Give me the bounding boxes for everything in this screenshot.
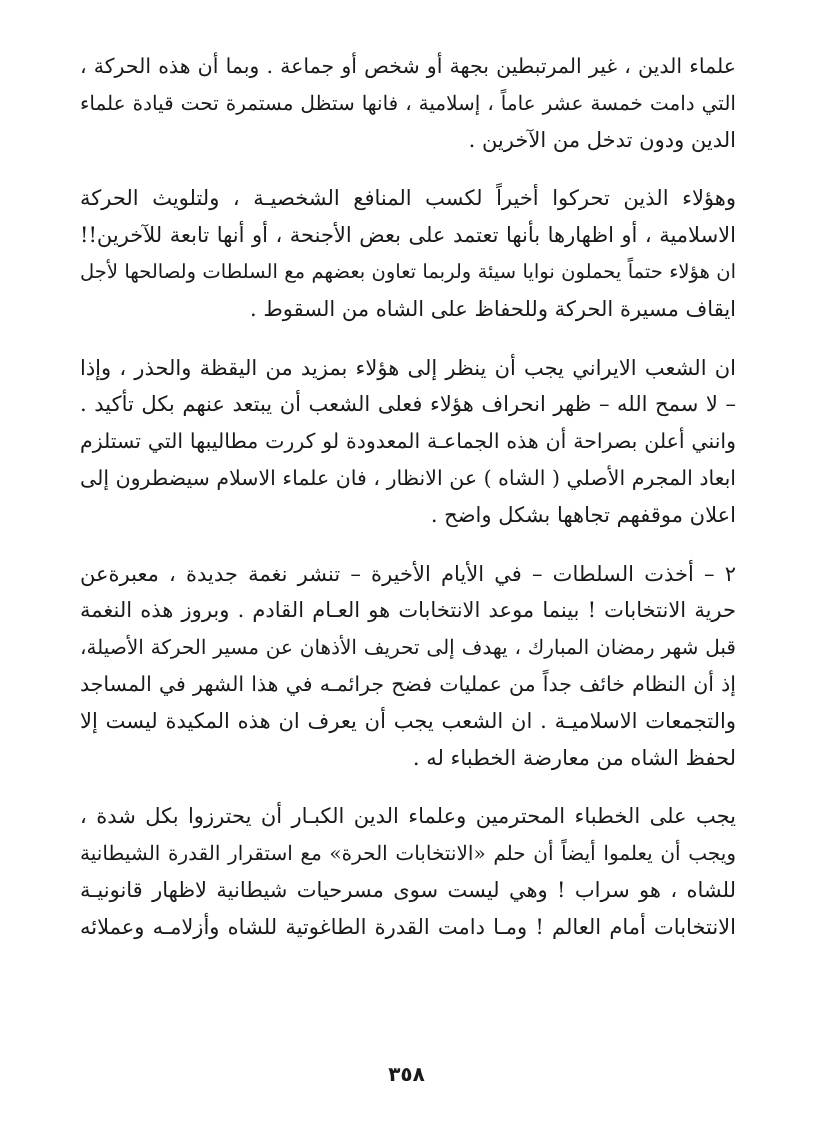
text-line: قبل شهر رمضان المبارك ، يهدف إلى تحريف الأذهان عن مسير الحركة الأصيلة، bbox=[80, 635, 736, 660]
text-line: ان الشعب الايراني يجب أن ينظر إلى هؤلاء بمزيد من اليقظة والحذر ، وإذا bbox=[80, 355, 736, 380]
paragraph-4 bbox=[80, 556, 736, 777]
text-line: ويجب أن يعلموا أيضاً أن حلم «الانتخابات الحرة» مع استقرار القدرة الشيطانية bbox=[80, 841, 736, 866]
text-line: ايقاف مسيرة الحركة وللحفاظ على الشاه من السقوط . bbox=[249, 296, 736, 321]
paragraph-2 bbox=[80, 180, 736, 327]
text-line: الدين ودون تدخل من الآخرين . bbox=[468, 127, 736, 152]
text-line: ابعاد المجرم الأصلي ( الشاه ) عن الانظار ، فان علماء الاسلام سيضطرون إلى bbox=[80, 465, 736, 490]
body-text bbox=[80, 48, 736, 968]
text-line: إذ أن النظام خائف جداً من عمليات فضح جرائمـه في هذا الشهر في المساجد bbox=[80, 671, 736, 696]
page-number: ٣٥٨ bbox=[388, 1062, 425, 1086]
text-line: ٢ – أخذت السلطات – في الأيام الأخيرة – تنشر نغمة جديدة ، معبرةعن bbox=[80, 561, 736, 586]
text-line: حرية الانتخابات ! بينما موعد الانتخابات هو العـام القادم . وبروز هذه النغمة bbox=[80, 598, 736, 623]
text-line: الانتخابات أمام العالم ! ومـا دامت القدرة الطاغوتية للشاه وأزلامـه وعملائه bbox=[80, 914, 736, 939]
paragraph-5 bbox=[80, 798, 736, 945]
text-line: اعلان موقفهم تجاهها بشكل واضح . bbox=[430, 502, 736, 527]
text-line: – لا سمح الله – ظهر انحراف هؤلاء فعلى الشعب أن يبتعد عنهم بكل تأكيد . bbox=[80, 392, 736, 417]
paragraph-1 bbox=[80, 48, 736, 158]
text-line: للشاه ، هو سراب ! وهي ليست سوى مسرحيات شيطانية لاظهار قانونيـة bbox=[80, 877, 736, 902]
text-line: التي دامت خمسة عشر عاماً ، إسلامية ، فانها ستظل مستمرة تحت قيادة علماء bbox=[80, 90, 736, 115]
text-line: يجب على الخطباء المحترمين وعلماء الدين الكبـار أن يحترزوا بكل شدة ، bbox=[80, 804, 736, 829]
text-line: وانني أعلن بصراحة أن هذه الجماعـة المعدودة لو كررت مطاليبها التي تستلزم bbox=[80, 429, 736, 454]
text-line: والتجمعات الاسلاميـة . ان الشعب يجب أن يعرف ان هذه المكيدة ليست إلا bbox=[80, 708, 736, 733]
text-line: علماء الدين ، غير المرتبطين بجهة أو شخص أو جماعة . وبما أن هذه الحركة ، bbox=[80, 54, 736, 78]
text-line: لحفظ الشاه من معارضة الخطباء له . bbox=[412, 745, 736, 770]
text-line: ان هؤلاء حتماً يحملون نوايا سيئة ولربما تعاون بعضهم مع السلطات ولصالحها لأجل bbox=[80, 259, 736, 283]
text-line: الاسلامية ، أو اظهارها بأنها تعتمد على بعض الأجنحة ، أو أنها تابعة للآخرين!! bbox=[80, 223, 736, 248]
text-line: وهؤلاء الذين تحركوا أخيراً لكسب المنافع الشخصيـة ، ولتلويث الحركة bbox=[80, 186, 736, 211]
paragraph-3 bbox=[80, 350, 736, 534]
